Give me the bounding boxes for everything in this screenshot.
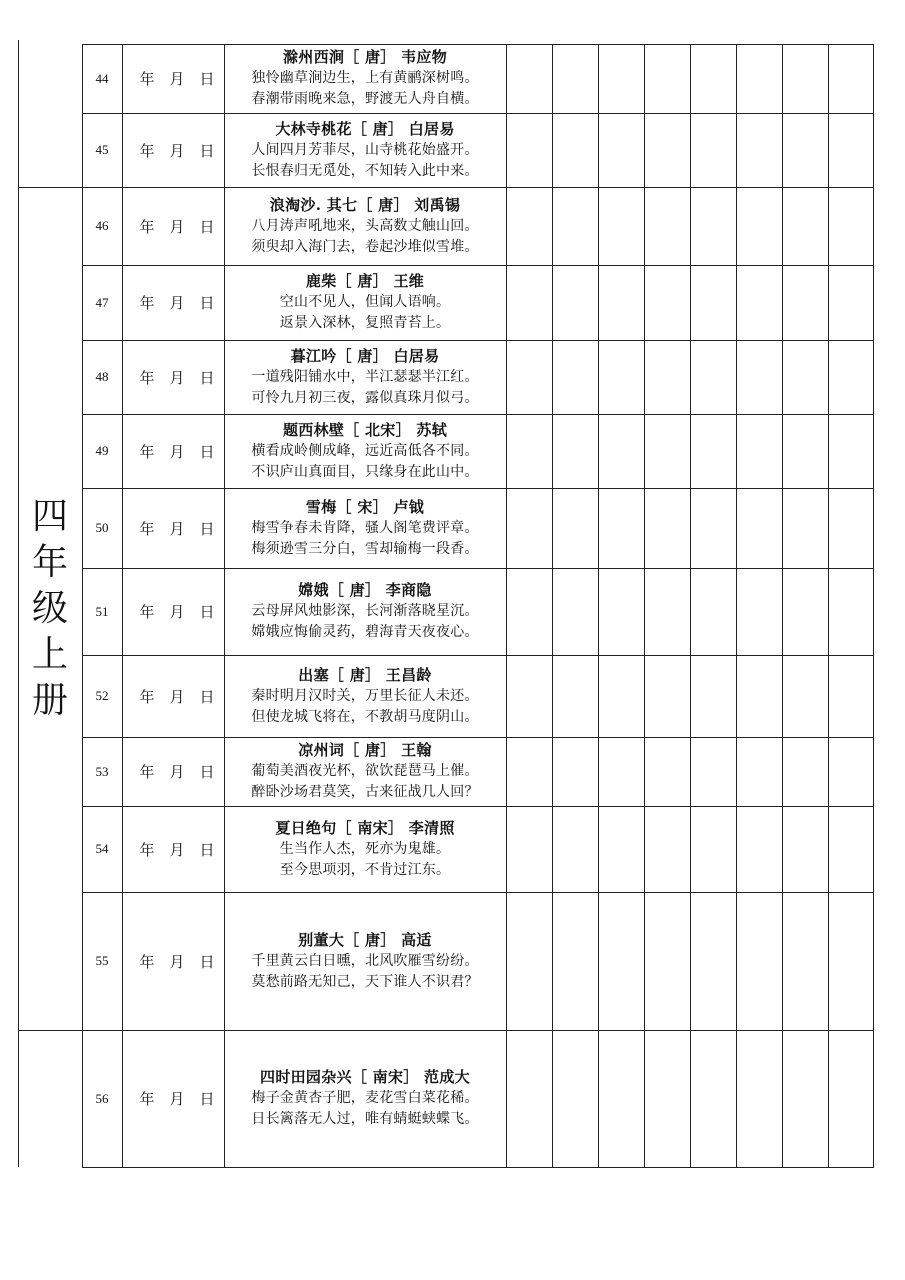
recitation-check-cell[interactable]: [782, 892, 828, 1030]
date-field[interactable]: [122, 568, 224, 655]
date-field[interactable]: [122, 488, 224, 568]
date-field[interactable]: [122, 44, 224, 113]
recitation-check-cell[interactable]: [506, 892, 552, 1030]
recitation-check-cell[interactable]: [506, 488, 552, 568]
recitation-check-cell[interactable]: [828, 113, 873, 187]
date-field[interactable]: [122, 187, 224, 265]
poem-line: 一道残阳铺水中，半江瑟瑟半江红。: [251, 368, 479, 385]
recitation-check-cell[interactable]: [644, 340, 690, 414]
recitation-check-cell[interactable]: [598, 655, 644, 737]
recitation-check-cell[interactable]: [598, 414, 644, 488]
recitation-check-cell[interactable]: [552, 340, 598, 414]
date-year-label: 年: [139, 141, 155, 160]
date-year-label: 年: [139, 1090, 155, 1108]
recitation-check-cell[interactable]: [644, 187, 690, 265]
poem-number: 49: [95, 443, 109, 458]
poem-line: 可怜九月初三夜，露似真珠月似弓。: [251, 389, 479, 406]
date-field[interactable]: [122, 737, 224, 806]
recitation-check-cell[interactable]: [598, 568, 644, 655]
section-divider: [18, 1030, 82, 1031]
poem-number: 48: [95, 369, 109, 384]
recitation-check-cell[interactable]: [828, 655, 873, 737]
poem-title: 雪梅［ 宋］ 卢钺: [305, 497, 425, 516]
recitation-check-cell[interactable]: [598, 265, 644, 340]
date-month-label: 月: [169, 687, 185, 706]
recitation-check-cell[interactable]: [598, 488, 644, 568]
poem-cell: [224, 568, 506, 655]
recitation-check-cell[interactable]: [782, 113, 828, 187]
poem-number: 55: [95, 953, 109, 968]
recitation-check-cell[interactable]: [506, 737, 552, 806]
recitation-check-cell[interactable]: [598, 340, 644, 414]
poem-cell: [224, 44, 506, 113]
recitation-check-cell[interactable]: [644, 265, 690, 340]
date-year-label: 年: [139, 294, 155, 312]
date-year-label: 年: [139, 217, 155, 236]
recitation-check-cell[interactable]: [736, 568, 782, 655]
recitation-check-cell[interactable]: [644, 568, 690, 655]
recitation-check-cell[interactable]: [644, 113, 690, 187]
poem-line: 须臾却入海门去，卷起沙堆似雪堆。: [251, 238, 479, 255]
date-year-label: 年: [139, 70, 155, 88]
poem-cell: [224, 414, 506, 488]
recitation-check-cell[interactable]: [598, 113, 644, 187]
recitation-check-cell[interactable]: [828, 1030, 873, 1167]
recitation-check-cell[interactable]: [598, 806, 644, 892]
date-field[interactable]: [122, 1030, 224, 1167]
recitation-check-cell[interactable]: [506, 265, 552, 340]
poem-line: 莫愁前路无知己，天下谁人不识君？: [251, 973, 479, 990]
recitation-check-cell[interactable]: [690, 806, 736, 892]
recitation-check-cell[interactable]: [690, 655, 736, 737]
date-day-label: 日: [199, 687, 215, 706]
poem-number: 52: [95, 688, 109, 703]
poem-line: 但使龙城飞将在，不教胡马度阴山。: [251, 708, 479, 725]
poem-title: 暮江吟［ 唐］ 白居易: [290, 346, 440, 365]
date-month-label: 月: [169, 1090, 185, 1108]
date-field[interactable]: [122, 340, 224, 414]
date-month-label: 月: [169, 141, 185, 160]
poem-line: 春潮带雨晚来急，野渡无人舟自横。: [251, 91, 479, 107]
poem-number: 53: [95, 763, 109, 779]
poem-line: 千里黄云白日曛，北风吹雁雪纷纷。: [251, 952, 479, 969]
date-month-label: 月: [169, 840, 185, 859]
poem-title: 夏日绝句［ 南宋］ 李清照: [275, 818, 455, 837]
date-month-label: 月: [169, 70, 185, 88]
date-field[interactable]: [122, 265, 224, 340]
poem-title: 题西林壁［ 北宋］ 苏轼: [282, 420, 448, 439]
poem-title: 四时田园杂兴［ 南宋］ 范成大: [260, 1068, 470, 1086]
recitation-check-cell[interactable]: [828, 892, 873, 1030]
recitation-check-cell[interactable]: [690, 568, 736, 655]
recitation-check-cell[interactable]: [506, 187, 552, 265]
date-year-label: 年: [139, 442, 155, 461]
poem-line: 梅子金黄杏子肥，麦花雪白菜花稀。: [251, 1090, 479, 1106]
grade-label-char: 年: [31, 541, 68, 583]
recitation-check-cell[interactable]: [552, 806, 598, 892]
poem-line: 返景入深林，复照青苔上。: [279, 315, 451, 331]
recitation-check-cell[interactable]: [782, 655, 828, 737]
poem-cell: [224, 488, 506, 568]
recitation-check-cell[interactable]: [690, 1030, 736, 1167]
poem-number: 46: [95, 218, 109, 233]
recitation-check-cell[interactable]: [552, 568, 598, 655]
poem-line: 横看成岭侧成峰，远近高低各不同。: [251, 442, 479, 459]
recitation-check-cell[interactable]: [644, 44, 690, 113]
poem-cell: [224, 655, 506, 737]
recitation-check-cell[interactable]: [598, 892, 644, 1030]
recitation-check-cell[interactable]: [552, 655, 598, 737]
recitation-check-cell[interactable]: [598, 1030, 644, 1167]
date-year-label: 年: [139, 763, 155, 781]
recitation-check-cell[interactable]: [828, 265, 873, 340]
poem-number: 45: [95, 142, 109, 157]
recitation-check-cell[interactable]: [736, 265, 782, 340]
recitation-check-cell[interactable]: [552, 113, 598, 187]
recitation-check-cell[interactable]: [690, 44, 736, 113]
grade-label-char: 级: [31, 587, 68, 629]
poem-number: 54: [95, 841, 109, 856]
date-day-label: 日: [199, 217, 215, 236]
date-year-label: 年: [139, 368, 155, 387]
recitation-check-cell[interactable]: [598, 44, 644, 113]
poem-cell: [224, 340, 506, 414]
poem-cell: [224, 113, 506, 187]
recitation-check-cell[interactable]: [828, 44, 873, 113]
date-day-label: 日: [199, 368, 215, 387]
date-month-label: 月: [169, 368, 185, 387]
row-divider: [82, 1167, 874, 1168]
recitation-check-cell[interactable]: [736, 44, 782, 113]
poem-number: 44: [95, 70, 109, 86]
date-year-label: 年: [139, 952, 155, 971]
recitation-check-cell[interactable]: [828, 488, 873, 568]
poem-line: 日长篱落无人过，唯有蜻蜓蛱蝶飞。: [251, 1111, 479, 1127]
recitation-check-cell[interactable]: [736, 1030, 782, 1167]
section-divider: [18, 187, 82, 188]
date-day-label: 日: [199, 952, 215, 971]
recitation-check-cell[interactable]: [552, 265, 598, 340]
poem-title: 大林寺桃花［ 唐］ 白居易: [275, 119, 455, 138]
date-field[interactable]: [122, 655, 224, 737]
recitation-check-cell[interactable]: [506, 44, 552, 113]
recitation-check-cell[interactable]: [598, 737, 644, 806]
date-month-label: 月: [169, 952, 185, 971]
recitation-check-cell[interactable]: [506, 1030, 552, 1167]
date-field[interactable]: [122, 414, 224, 488]
date-month-label: 月: [169, 217, 185, 236]
recitation-check-cell[interactable]: [782, 488, 828, 568]
date-field[interactable]: [122, 892, 224, 1030]
recitation-check-cell[interactable]: [506, 113, 552, 187]
recitation-check-cell[interactable]: [552, 892, 598, 1030]
recitation-check-cell[interactable]: [644, 806, 690, 892]
recitation-check-cell[interactable]: [644, 414, 690, 488]
poem-number: 51: [95, 603, 109, 619]
recitation-check-cell[interactable]: [782, 1030, 828, 1167]
poem-title: 凉州词［ 唐］ 王翰: [298, 741, 432, 759]
date-year-label: 年: [139, 687, 155, 706]
poem-line: 醉卧沙场君莫笑，古来征战几人回？: [251, 784, 479, 800]
recitation-check-cell[interactable]: [644, 655, 690, 737]
recitation-check-cell[interactable]: [828, 568, 873, 655]
recitation-check-cell[interactable]: [690, 113, 736, 187]
poem-title: 嫦娥［ 唐］ 李商隐: [298, 581, 432, 599]
recitation-check-cell[interactable]: [828, 187, 873, 265]
recitation-check-cell[interactable]: [782, 806, 828, 892]
recitation-check-cell[interactable]: [644, 892, 690, 1030]
recitation-check-cell[interactable]: [552, 488, 598, 568]
date-month-label: 月: [169, 442, 185, 461]
date-month-label: 月: [169, 294, 185, 312]
recitation-check-cell[interactable]: [552, 414, 598, 488]
recitation-check-cell[interactable]: [782, 414, 828, 488]
recitation-check-cell[interactable]: [506, 655, 552, 737]
recitation-check-cell[interactable]: [736, 737, 782, 806]
recitation-check-cell[interactable]: [782, 187, 828, 265]
date-day-label: 日: [199, 70, 215, 88]
recitation-check-cell[interactable]: [828, 806, 873, 892]
poem-line: 空山不见人，但闻人语响。: [279, 294, 451, 310]
poem-cell: [224, 737, 506, 806]
recitation-check-cell[interactable]: [690, 488, 736, 568]
date-day-label: 日: [199, 840, 215, 859]
poem-line: 八月涛声吼地来，头高数丈触山回。: [251, 217, 479, 234]
recitation-check-cell[interactable]: [506, 414, 552, 488]
recitation-check-cell[interactable]: [552, 187, 598, 265]
recitation-check-cell[interactable]: [644, 1030, 690, 1167]
recitation-check-cell[interactable]: [736, 488, 782, 568]
poem-number: 47: [95, 294, 109, 310]
date-day-label: 日: [199, 763, 215, 781]
poem-line: 云母屏风烛影深，长河渐落晓星沉。: [251, 603, 479, 619]
recitation-check-cell[interactable]: [552, 737, 598, 806]
poem-line: 长恨春归无觅处，不知转入此中来。: [251, 162, 479, 179]
recitation-check-cell[interactable]: [782, 265, 828, 340]
poem-line: 不识庐山真面目，只缘身在此山中。: [251, 463, 479, 480]
poem-cell: [224, 1030, 506, 1167]
recitation-check-cell[interactable]: [690, 892, 736, 1030]
recitation-check-cell[interactable]: [506, 806, 552, 892]
date-day-label: 日: [199, 442, 215, 461]
poem-line: 梅雪争春未肯降，骚人阁笔费评章。: [251, 519, 479, 536]
recitation-check-cell[interactable]: [690, 737, 736, 806]
poem-line: 葡萄美酒夜光杯，欲饮琵琶马上催。: [251, 763, 479, 779]
date-year-label: 年: [139, 603, 155, 621]
date-day-label: 日: [199, 603, 215, 621]
recitation-check-cell[interactable]: [736, 187, 782, 265]
recitation-check-cell[interactable]: [828, 737, 873, 806]
date-field[interactable]: [122, 806, 224, 892]
recitation-check-cell[interactable]: [736, 113, 782, 187]
recitation-check-cell[interactable]: [736, 892, 782, 1030]
recitation-check-cell[interactable]: [506, 340, 552, 414]
poem-title: 浪淘沙. 其七［ 唐］ 刘禹锡: [269, 195, 461, 214]
recitation-check-cell[interactable]: [736, 655, 782, 737]
recitation-check-cell[interactable]: [598, 187, 644, 265]
date-field[interactable]: [122, 113, 224, 187]
recitation-check-cell[interactable]: [552, 44, 598, 113]
poem-line: 独怜幽草涧边生，上有黄鹂深树鸣。: [251, 70, 479, 86]
date-month-label: 月: [169, 603, 185, 621]
poem-number: 56: [95, 1090, 109, 1106]
recitation-check-cell[interactable]: [552, 1030, 598, 1167]
recitation-check-cell[interactable]: [690, 187, 736, 265]
date-month-label: 月: [169, 763, 185, 781]
recitation-check-cell[interactable]: [644, 737, 690, 806]
poem-line: 至今思项羽，不肯过江东。: [279, 861, 451, 878]
date-month-label: 月: [169, 519, 185, 538]
poem-cell: [224, 806, 506, 892]
column-divider: [873, 44, 874, 1168]
poem-title: 滁州西涧［ 唐］ 韦应物: [282, 48, 448, 66]
date-day-label: 日: [199, 1090, 215, 1108]
poem-line: 人间四月芳菲尽，山寺桃花始盛开。: [251, 141, 479, 158]
grade-label-char: 上: [31, 633, 68, 675]
poem-line: 嫦娥应悔偷灵药，碧海青天夜夜心。: [251, 624, 479, 640]
date-year-label: 年: [139, 840, 155, 859]
left-border: [18, 40, 19, 1167]
poem-line: 秦时明月汉时关，万里长征人未还。: [251, 687, 479, 704]
recitation-check-cell[interactable]: [644, 488, 690, 568]
date-day-label: 日: [199, 294, 215, 312]
grade-label-char: 四: [31, 495, 68, 537]
poem-line: 生当作人杰，死亦为鬼雄。: [279, 840, 451, 857]
recitation-check-cell[interactable]: [736, 806, 782, 892]
poem-title: 鹿柴［ 唐］ 王维: [305, 272, 425, 290]
poem-title: 出塞［ 唐］ 王昌龄: [298, 665, 432, 684]
recitation-check-cell[interactable]: [782, 340, 828, 414]
recitation-check-cell[interactable]: [690, 265, 736, 340]
recitation-check-cell[interactable]: [782, 737, 828, 806]
date-day-label: 日: [199, 519, 215, 538]
recitation-check-cell[interactable]: [782, 44, 828, 113]
poem-cell: [224, 892, 506, 1030]
poem-cell: [224, 265, 506, 340]
recitation-check-cell[interactable]: [690, 340, 736, 414]
recitation-check-cell[interactable]: [828, 340, 873, 414]
grade-label: [18, 187, 82, 1030]
poem-cell: [224, 187, 506, 265]
poem-line: 梅须逊雪三分白，雪却输梅一段香。: [251, 540, 479, 557]
recitation-check-cell[interactable]: [782, 568, 828, 655]
recitation-check-cell[interactable]: [736, 414, 782, 488]
grade-label-char: 册: [31, 679, 68, 721]
date-year-label: 年: [139, 519, 155, 538]
poem-title: 别董大［ 唐］ 高适: [298, 930, 432, 949]
poem-number: 50: [95, 520, 109, 535]
recitation-check-cell[interactable]: [736, 340, 782, 414]
recitation-check-cell[interactable]: [506, 568, 552, 655]
date-day-label: 日: [199, 141, 215, 160]
recitation-check-cell[interactable]: [828, 414, 873, 488]
recitation-check-cell[interactable]: [690, 414, 736, 488]
